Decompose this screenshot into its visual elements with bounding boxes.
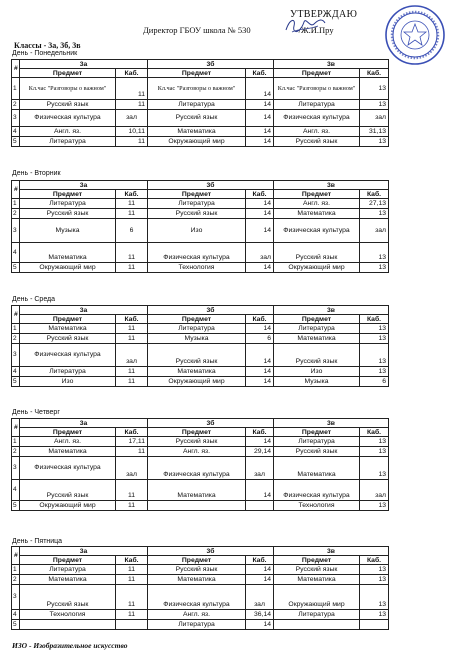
subject-cell: Окружающий мир [148,377,246,387]
room-cell: 11 [116,324,148,334]
table-row [12,565,389,575]
room-header: Каб. [360,69,389,78]
subject-cell: Математика [274,334,360,344]
class-header-3v: 3в [274,419,389,428]
room-cell: 11 [116,610,148,620]
lesson-number: 5 [12,377,20,387]
table-row [12,100,389,110]
subject-cell: Физическая культура [274,110,360,127]
room-cell: 14 [246,367,274,377]
hash-header: # [12,306,20,324]
subject-cell: Математика [20,243,116,263]
room-cell: 11 [116,209,148,219]
subject-cell: Физическая культура [274,219,360,243]
room-cell: зал [116,110,148,127]
subject-cell: Технология [20,610,116,620]
class-header-3b: 3б [148,60,274,69]
lesson-number: 1 [12,437,20,447]
room-cell: зал [246,585,274,610]
subject-cell: Русский язык [20,480,116,501]
room-cell: 11 [116,585,148,610]
room-header: Каб. [116,69,148,78]
table-row [12,377,389,387]
subject-cell: Литература [148,620,246,630]
subject-cell: Русский язык [274,565,360,575]
subject-header: Предмет [148,69,246,78]
subject-cell: Физическая культура [20,457,116,480]
class-header-3b: 3б [148,547,274,556]
table-row [12,219,389,243]
lesson-number: 5 [12,137,20,147]
class-header-3b: 3б [148,419,274,428]
subject-cell: Русский язык [20,100,116,110]
subject-header: Предмет [274,69,360,78]
class-header-3v: 3в [274,306,389,315]
schedule-table-monday [11,59,389,147]
lesson-number: 4 [12,243,20,263]
room-cell: 14 [246,100,274,110]
room-cell: 11 [116,243,148,263]
room-cell: 14 [246,480,274,501]
table-row [12,334,389,344]
room-cell: 11 [116,565,148,575]
subject-cell: Литература [148,100,246,110]
lesson-number: 4 [12,367,20,377]
room-cell: зал [246,457,274,480]
room-cell: 13 [360,78,389,100]
room-cell: 14 [246,78,274,100]
subject-cell: Литература [20,565,116,575]
day-label-friday: День - Пятница [12,538,63,545]
room-cell: 27,13 [360,199,389,209]
class-header-3v: 3в [274,60,389,69]
room-cell: 13 [360,243,389,263]
table-row [12,367,389,377]
subject-cell: Русский язык [20,334,116,344]
class-header-3a: 3а [20,306,148,315]
table-row [12,324,389,334]
lesson-number: 1 [12,199,20,209]
room-cell: 11 [116,480,148,501]
room-cell: 13 [360,585,389,610]
room-header: Каб. [116,428,148,437]
class-header-3b: 3б [148,306,274,315]
room-cell: 14 [246,565,274,575]
subject-cell: Русский язык [274,344,360,367]
table-row [12,243,389,263]
subject-cell: Кл.час "Разговоры о важном" [148,78,246,100]
subject-cell: Англ. яз. [20,127,116,137]
subject-cell: Физическая культура [148,457,246,480]
room-cell: 29,14 [246,447,274,457]
subject-cell: Кл.час "Разговоры о важном" [20,78,116,100]
subject-cell: Литература [20,367,116,377]
subject-cell: Русский язык [148,110,246,127]
room-header: Каб. [360,190,389,199]
subject-cell: Физическая культура [20,110,116,127]
room-cell: зал [116,457,148,480]
room-cell: 14 [246,110,274,127]
room-cell: 11 [116,199,148,209]
subject-cell: Литература [274,437,360,447]
room-cell: 14 [246,324,274,334]
room-cell [360,620,389,630]
room-cell: 11 [116,447,148,457]
subject-cell: Математика [148,367,246,377]
table-row [12,110,389,127]
table-row [12,437,389,447]
day-label-wednesday: День - Среда [12,296,56,303]
lesson-number: 2 [12,209,20,219]
subject-cell: Русский язык [20,585,116,610]
subject-cell: Изо [20,377,116,387]
lesson-number: 4 [12,480,20,501]
room-cell: 10,11 [116,127,148,137]
room-header: Каб. [116,315,148,324]
subject-cell: Русский язык [20,209,116,219]
table-row [12,263,389,273]
subject-cell: Англ. яз. [274,127,360,137]
subject-header: Предмет [148,315,246,324]
subject-cell: Математика [274,575,360,585]
day-label-tuesday: День - Вторник [12,170,61,177]
subject-header: Предмет [20,556,116,565]
room-cell: 14 [246,575,274,585]
class-header-3a: 3а [20,181,148,190]
room-cell: 11 [116,367,148,377]
lesson-number: 2 [12,447,20,457]
subject-cell: Литература [20,137,116,147]
approval-position: Директор ГБОУ школа № 530 [143,25,251,35]
subject-header: Предмет [20,69,116,78]
schedule-table-friday [11,546,389,630]
room-cell: 14 [246,209,274,219]
room-cell: 11 [116,263,148,273]
class-header-3v: 3в [274,547,389,556]
room-header: Каб. [246,69,274,78]
room-cell: 14 [246,199,274,209]
room-cell: 14 [246,437,274,447]
subject-cell: Музыка [20,219,116,243]
subject-cell: Окружающий мир [274,263,360,273]
room-cell: 14 [246,137,274,147]
room-cell: 11 [116,575,148,585]
lesson-number: 1 [12,324,20,334]
room-cell: 14 [246,263,274,273]
subject-header: Предмет [274,556,360,565]
subject-cell: Русский язык [148,565,246,575]
table-row [12,127,389,137]
subject-cell: Физическая культура [148,585,246,610]
room-cell: 14 [246,377,274,387]
table-row [12,501,389,511]
lesson-number: 4 [12,610,20,620]
subject-header: Предмет [274,190,360,199]
subject-cell [20,620,116,630]
subject-cell: Физическая культура [20,344,116,367]
subject-cell: Русский язык [274,243,360,263]
hash-header: # [12,547,20,565]
room-header: Каб. [246,315,274,324]
subject-header: Предмет [20,315,116,324]
subject-cell: Математика [148,575,246,585]
room-cell: 17,11 [116,437,148,447]
room-cell: 13 [360,137,389,147]
subject-cell: Физическая культура [274,480,360,501]
subject-header: Предмет [274,315,360,324]
room-header: Каб. [360,315,389,324]
table-row [12,447,389,457]
subject-cell: Окружающий мир [274,585,360,610]
room-cell: 13 [360,501,389,511]
lesson-number: 1 [12,565,20,575]
day-label-thursday: День - Четверг [12,409,60,416]
room-cell: 11 [116,377,148,387]
room-header: Каб. [246,556,274,565]
lesson-number: 5 [12,620,20,630]
subject-header: Предмет [20,190,116,199]
subject-cell: Англ. яз. [148,447,246,457]
room-cell: 36,14 [246,610,274,620]
subject-cell: Литература [274,610,360,620]
room-cell: 13 [360,263,389,273]
room-cell: 14 [246,127,274,137]
room-cell [246,501,274,511]
room-cell: зал [360,110,389,127]
room-cell: 6 [360,377,389,387]
room-cell: 13 [360,209,389,219]
room-cell: 13 [360,447,389,457]
class-header-3b: 3б [148,181,274,190]
subject-cell: Математика [20,575,116,585]
table-row [12,610,389,620]
subject-cell: Музыка [274,377,360,387]
room-cell: зал [360,219,389,243]
hash-header: # [12,419,20,437]
table-row [12,78,389,100]
approval-signer: /Ж.И.Пру [298,25,334,35]
room-cell: 13 [360,324,389,334]
room-cell: 13 [360,610,389,620]
subject-header: Предмет [148,190,246,199]
class-header-3a: 3а [20,419,148,428]
subject-cell: Литература [274,324,360,334]
room-cell: 31,13 [360,127,389,137]
table-row [12,457,389,480]
day-label-monday: День - Понедельник [12,50,78,57]
lesson-number: 1 [12,78,20,100]
table-row [12,585,389,610]
lesson-number: 3 [12,344,20,367]
table-row [12,480,389,501]
schedule-table-tuesday [11,180,389,273]
subject-cell: Англ. яз. [274,199,360,209]
lesson-number: 3 [12,457,20,480]
hash-header: # [12,60,20,78]
footnote: ИЗО - Изобразительное искусство [12,641,128,650]
room-cell: 14 [246,620,274,630]
room-header: Каб. [116,190,148,199]
subject-cell: Русский язык [148,209,246,219]
signature-icon [282,14,328,36]
subject-cell [148,501,246,511]
lesson-number: 2 [12,575,20,585]
subject-header: Предмет [274,428,360,437]
room-cell: 13 [360,100,389,110]
lesson-number: 5 [12,263,20,273]
room-cell: 6 [246,334,274,344]
lesson-number: 3 [12,110,20,127]
subject-cell: Русский язык [274,447,360,457]
subject-cell [274,620,360,630]
subject-cell: Окружающий мир [20,501,116,511]
room-cell: зал [360,480,389,501]
lesson-number: 2 [12,100,20,110]
subject-cell: Математика [148,127,246,137]
room-cell: 13 [360,437,389,447]
room-header: Каб. [246,428,274,437]
room-cell: зал [116,344,148,367]
subject-cell: Технология [148,263,246,273]
room-cell: 11 [116,78,148,100]
subject-cell: Технология [274,501,360,511]
subject-cell: Изо [274,367,360,377]
subject-cell: Литература [148,199,246,209]
approval-title: УТВЕРЖДАЮ [290,9,358,20]
school-seal-icon [384,4,446,66]
room-cell: 11 [116,334,148,344]
room-cell: 11 [116,100,148,110]
subject-header: Предмет [148,556,246,565]
subject-cell: Изо [148,219,246,243]
subject-cell: Русский язык [148,344,246,367]
room-cell: 13 [360,575,389,585]
subject-cell: Математика [20,447,116,457]
lesson-number: 4 [12,127,20,137]
room-cell: 11 [116,501,148,511]
room-cell: 13 [360,565,389,575]
room-cell: 13 [360,344,389,367]
room-header: Каб. [116,556,148,565]
room-header: Каб. [246,190,274,199]
class-header-3a: 3а [20,547,148,556]
table-row [12,575,389,585]
subject-cell: Математика [274,209,360,219]
subject-cell: Русский язык [148,437,246,447]
hash-header: # [12,181,20,199]
lesson-number: 2 [12,334,20,344]
table-row [12,209,389,219]
subject-cell: Англ. яз. [148,610,246,620]
lesson-number: 3 [12,585,20,610]
classes-title: Классы - 3а, 3б, 3в [14,41,81,50]
schedule-table-thursday [11,418,389,511]
room-header: Каб. [360,556,389,565]
lesson-number: 5 [12,501,20,511]
table-row [12,137,389,147]
room-cell: 14 [246,219,274,243]
subject-header: Предмет [20,428,116,437]
subject-cell: Кл.час "Разговоры о важном" [274,78,360,100]
subject-cell: Музыка [148,334,246,344]
class-header-3a: 3а [20,60,148,69]
lesson-number: 3 [12,219,20,243]
table-row [12,199,389,209]
room-cell: 13 [360,367,389,377]
subject-cell: Математика [274,457,360,480]
table-row [12,620,389,630]
subject-cell: Математика [148,480,246,501]
table-row [12,344,389,367]
subject-cell: Физическая культура [148,243,246,263]
room-cell: 11 [116,137,148,147]
room-cell: зал [246,243,274,263]
room-cell: 6 [116,219,148,243]
schedule-table-wednesday [11,305,389,387]
subject-cell: Окружающий мир [148,137,246,147]
class-header-3v: 3в [274,181,389,190]
subject-cell: Литература [274,100,360,110]
subject-cell: Литература [20,199,116,209]
room-cell [116,620,148,630]
subject-cell: Математика [20,324,116,334]
subject-cell: Окружающий мир [20,263,116,273]
room-cell: 14 [246,344,274,367]
subject-cell: Русский язык [274,137,360,147]
subject-header: Предмет [148,428,246,437]
room-cell: 13 [360,457,389,480]
room-header: Каб. [360,428,389,437]
subject-cell: Англ. яз. [20,437,116,447]
subject-cell: Литература [148,324,246,334]
room-cell: 13 [360,334,389,344]
